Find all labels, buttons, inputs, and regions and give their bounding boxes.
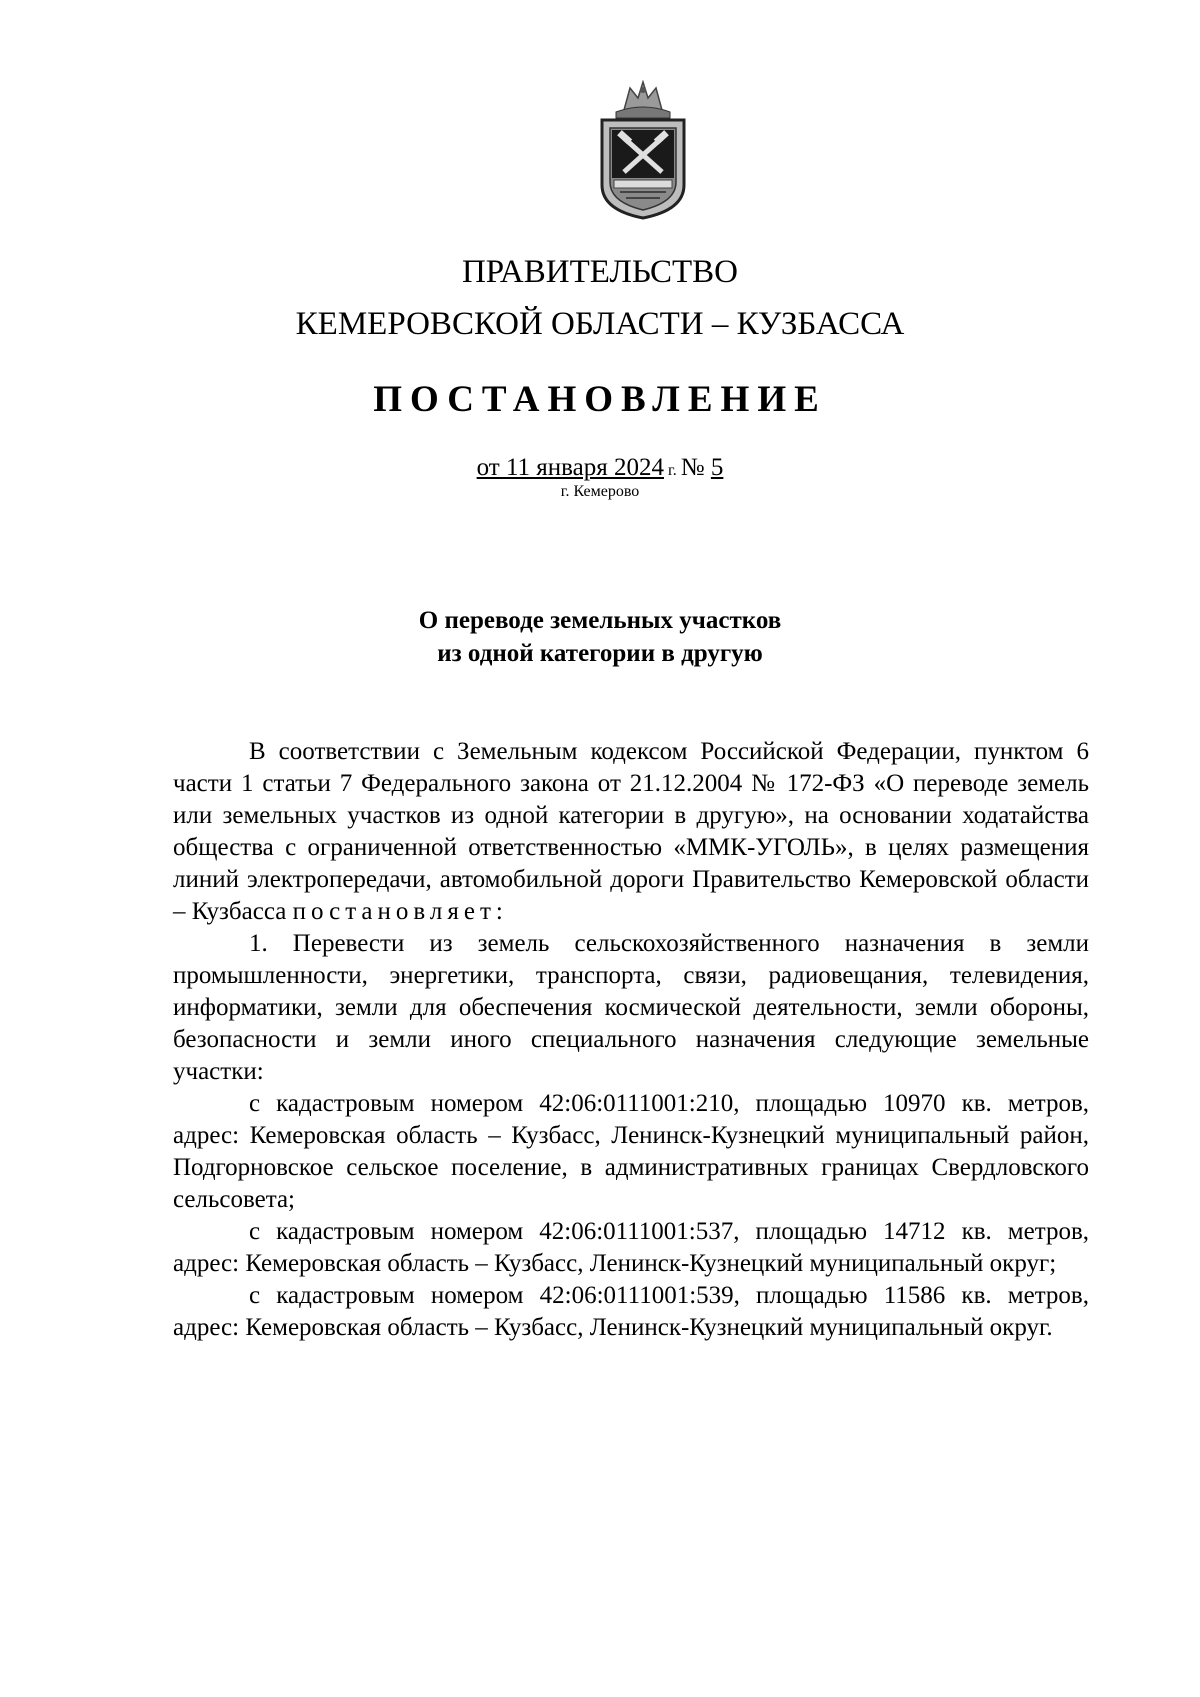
preamble-text: В соответствии с Земельным кодексом Российской Федерации, пунктом 6 части 1 статьи 7 Федерального закона от 21.12.2004 № 172-ФЗ «О переводе земель или земельных участков из одной категории в другую», на основании ходатайства общества с ограниченной ответственностью «ММК-УГОЛЬ», в целях размещения линий электропередачи, автомобильной дороги Правительство Кемеровской области – Кузбасса	[173, 738, 1089, 925]
kuzbass-coat-of-arms-icon	[594, 80, 692, 220]
body-paragraph-parcel-537: с кадастровым номером 42:06:0111001:537, площадью 14712 кв. метров, адрес: Кемеровская область – Кузбасс, Ленинск-Кузнецкий муниципальный округ;	[173, 1218, 1089, 1277]
preamble-decides: постановляет	[292, 898, 496, 925]
government-name-line1: ПРАВИТЕЛЬСТВО	[461, 254, 739, 290]
number-sign: №	[680, 454, 711, 481]
subject-line1: О переводе земельных участков	[418, 607, 782, 634]
document-type-title: ПОСТАНОВЛЕНИЕ	[373, 379, 827, 420]
document-city: г. Кемерово	[560, 483, 640, 500]
subject-line2: из одной категории в другую	[437, 640, 763, 667]
document-body	[173, 736, 1089, 1344]
year-suffix: г.	[664, 462, 681, 479]
body-paragraph-preamble	[173, 736, 1089, 928]
government-name-line2: КЕМЕРОВСКОЙ ОБЛАСТИ – КУЗБАССА	[295, 306, 905, 342]
body-paragraph-item1: 1. Перевести из земель сельскохозяйственного назначения в земли промышленности, энергетики, транспорта, связи, радиовещания, телевидения, информатики, земли для обеспечения космической деятельности, земли обороны, безопасности и земли иного специального назначения следующие земельные участки:	[173, 930, 1089, 1085]
document-number: 5	[710, 454, 724, 481]
preamble-end: :	[495, 898, 503, 925]
body-paragraph-parcel-539: с кадастровым номером 42:06:0111001:539, площадью 11586 кв. метров, адрес: Кемеровская область – Кузбасс, Ленинск-Кузнецкий муниципальный округ.	[173, 1282, 1089, 1341]
document-subject	[0, 604, 1200, 670]
body-paragraph-parcel-210: с кадастровым номером 42:06:0111001:210, площадью 10970 кв. метров, адрес: Кемеровская область – Кузбасс, Ленинск-Кузнецкий муниципальный район, Подгорновское сельское поселение, в административных границах Свердловского сельсовета;	[173, 1090, 1089, 1213]
document-date: от 11 января 2024	[476, 454, 664, 481]
